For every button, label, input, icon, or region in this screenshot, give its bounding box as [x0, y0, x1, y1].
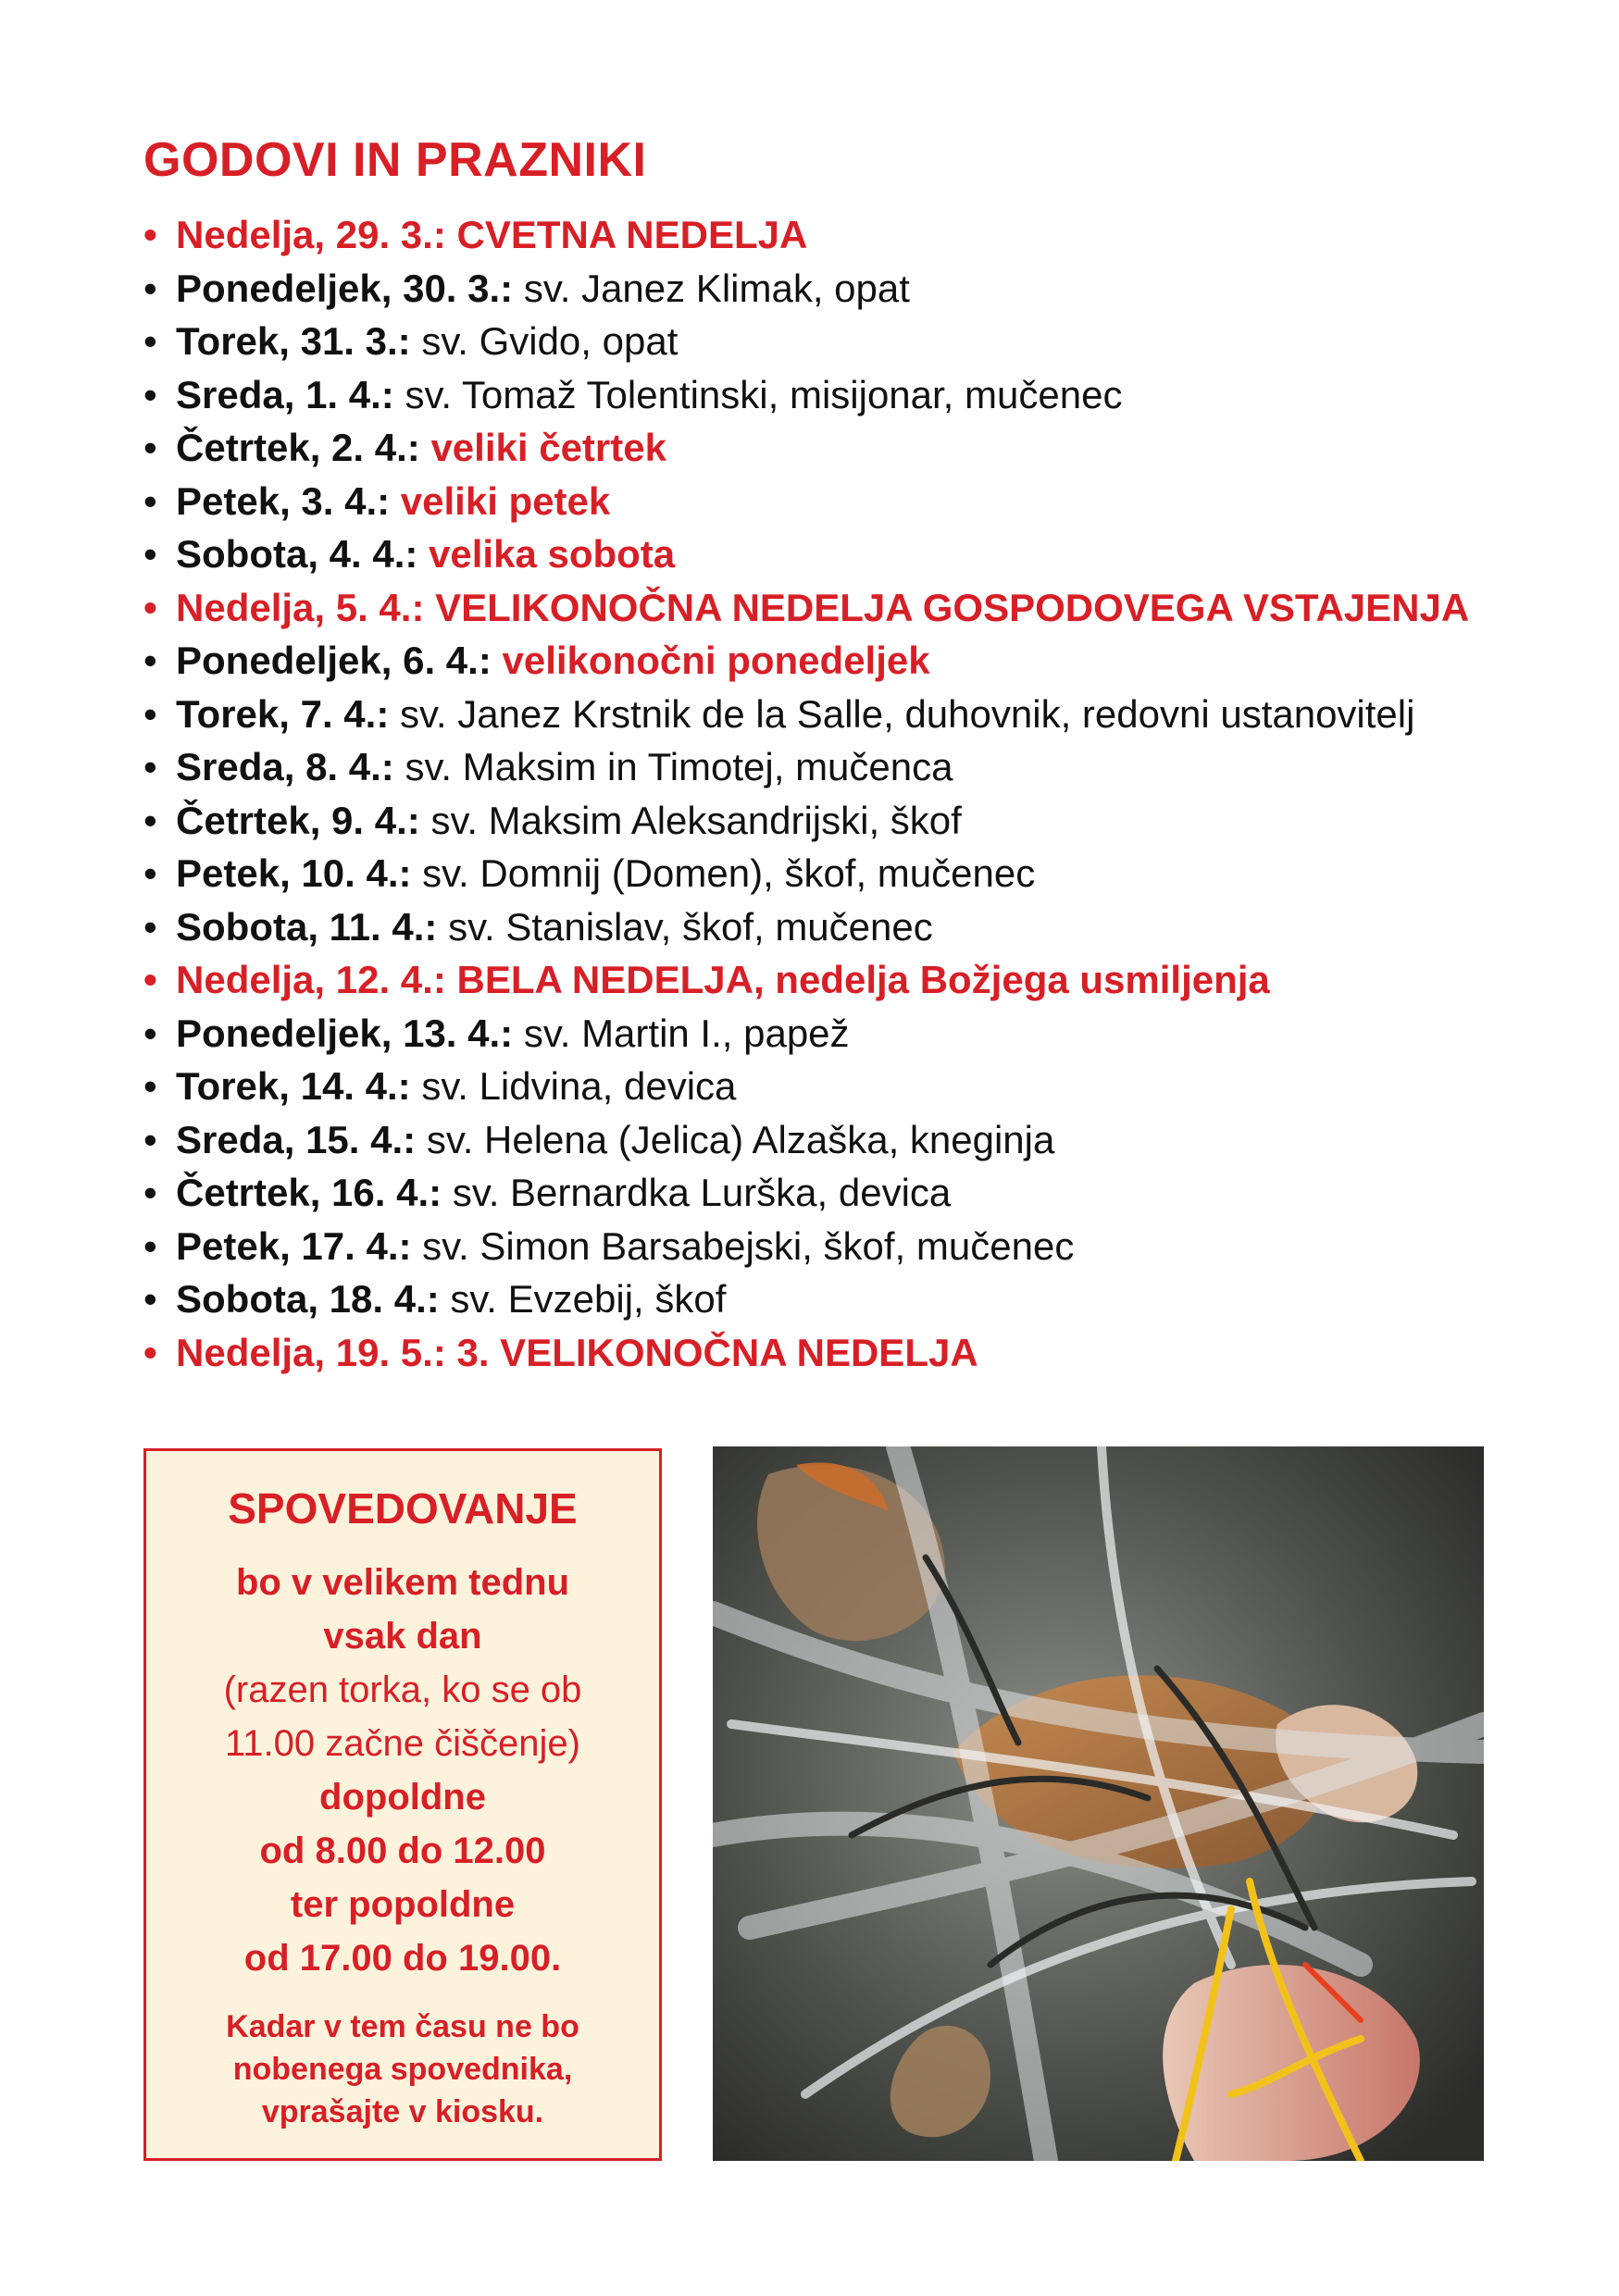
- feast-name: VELIKONOČNA NEDELJA GOSPODOVEGA VSTAJENJA: [435, 585, 1470, 629]
- feast-item: [143, 794, 1588, 848]
- feast-item: [143, 527, 1588, 581]
- feast-name: 3. VELIKONOČNA NEDELJA: [456, 1330, 978, 1374]
- feast-name: sv. Tomaž Tolentinski, misijonar, mučenec: [405, 372, 1123, 416]
- feast-day: Sobota, 11. 4.:: [176, 904, 438, 949]
- feast-day: Četrtek, 2. 4.:: [176, 426, 420, 469]
- bullet-icon: •: [143, 372, 157, 416]
- feast-item: [143, 1007, 1588, 1061]
- painting-image: [713, 1446, 1484, 2161]
- feast-day: Četrtek, 16. 4.:: [176, 1171, 442, 1214]
- feast-day: Ponedeljek, 13. 4.:: [176, 1011, 514, 1055]
- bullet-icon: •: [143, 1117, 157, 1161]
- bullet-icon: •: [143, 1171, 157, 1214]
- bullet-icon: •: [143, 851, 157, 895]
- confession-line: bo v velikem tednu: [235, 1562, 570, 1603]
- feast-day: Torek, 7. 4.:: [176, 691, 390, 736]
- bullet-icon: •: [143, 745, 157, 788]
- confession-note: [146, 2005, 659, 2133]
- feast-day: Četrtek, 9. 4.:: [176, 798, 420, 842]
- feast-name: CVETNA NEDELJA: [456, 213, 808, 256]
- feast-item: [143, 1060, 1588, 1113]
- feast-day: Nedelja, 5. 4.:: [176, 585, 425, 629]
- bullet-icon: •: [143, 904, 157, 949]
- feast-name: sv. Evzebij, škof: [450, 1277, 727, 1321]
- feast-name: sv. Lidvina, devica: [421, 1064, 737, 1108]
- feast-day: Nedelja, 19. 5.:: [176, 1330, 446, 1374]
- feast-day: Sreda, 15. 4.:: [176, 1117, 417, 1161]
- bullet-icon: •: [143, 1330, 157, 1374]
- confession-line: 11.00 začne čiščenje): [225, 1723, 580, 1764]
- feast-item: [143, 1272, 1588, 1326]
- confession-line: vsak dan: [323, 1616, 482, 1657]
- confession-box: [143, 1448, 662, 2161]
- bullet-icon: •: [143, 639, 157, 682]
- feast-name: sv. Stanislav, škof, mučenec: [448, 904, 933, 949]
- feast-item: [143, 581, 1588, 635]
- bullet-icon: •: [143, 426, 157, 469]
- feast-item: [143, 208, 1588, 262]
- feast-day: Sobota, 18. 4.:: [176, 1277, 440, 1321]
- feast-day: Torek, 31. 3.:: [176, 319, 411, 363]
- feast-name: sv. Maksim in Timotej, mučenca: [405, 745, 953, 788]
- feast-day: Sreda, 8. 4.:: [176, 745, 394, 788]
- feast-day: Petek, 17. 4.:: [176, 1223, 412, 1268]
- feast-name: sv. Domnij (Domen), škof, mučenec: [422, 851, 1036, 895]
- bullet-icon: •: [143, 319, 157, 363]
- feast-name: sv. Helena (Jelica) Alzaška, kneginja: [426, 1117, 1055, 1161]
- feast-item: [143, 1166, 1588, 1220]
- feast-item: [143, 475, 1588, 528]
- feast-day: Nedelja, 29. 3.:: [176, 213, 446, 256]
- feast-name: sv. Maksim Aleksandrijski, škof: [430, 798, 962, 842]
- bullet-icon: •: [143, 1064, 157, 1108]
- feast-item: [143, 1113, 1588, 1167]
- feast-item: [143, 847, 1588, 900]
- confession-line: (razen torka, ko se ob: [223, 1669, 582, 1710]
- feast-name: veliki četrtek: [430, 426, 666, 469]
- feast-name: sv. Martin I., papež: [523, 1011, 850, 1055]
- feast-item: [143, 740, 1588, 794]
- feast-name: sv. Simon Barsabejski, škof, mučenec: [422, 1223, 1075, 1268]
- bullet-icon: •: [143, 798, 157, 842]
- feast-name: sv. Janez Klimak, opat: [523, 266, 910, 310]
- feast-day: Sreda, 1. 4.:: [176, 372, 394, 416]
- confession-note-line: nobenega spovednika,: [232, 2052, 573, 2087]
- feast-name: veliki petek: [400, 478, 611, 523]
- feast-item: [143, 634, 1588, 688]
- feast-item: [143, 262, 1588, 316]
- feast-item: [143, 953, 1588, 1007]
- feast-name: sv. Janez Krstnik de la Salle, duhovnik, redovni ustanovitelj: [399, 691, 1415, 736]
- bullet-icon: •: [143, 585, 157, 629]
- bullet-icon: •: [143, 1011, 157, 1055]
- feast-item: [143, 900, 1588, 954]
- feast-list: [143, 208, 1588, 1379]
- bullet-icon: •: [143, 691, 157, 736]
- feast-day: Petek, 3. 4.:: [176, 478, 391, 523]
- feast-item: [143, 688, 1588, 741]
- confession-line: od 17.00 do 19.00.: [243, 1938, 562, 1979]
- feast-item: [143, 315, 1588, 368]
- feast-name: BELA NEDELJA, nedelja Božjega usmiljenja: [456, 958, 1270, 1001]
- confession-line: dopoldne: [319, 1777, 486, 1818]
- bullet-icon: •: [143, 958, 157, 1001]
- confession-line: ter popoldne: [290, 1884, 516, 1925]
- feast-day: Ponedeljek, 6. 4.:: [176, 639, 492, 682]
- feast-day: Torek, 14. 4.:: [176, 1064, 411, 1108]
- feast-day: Nedelja, 12. 4.:: [176, 958, 446, 1001]
- feast-name: sv. Gvido, opat: [421, 319, 679, 363]
- feast-item: [143, 1326, 1588, 1380]
- bullet-icon: •: [143, 1277, 157, 1321]
- bullet-icon: •: [143, 532, 157, 576]
- confession-note-line: Kadar v tem času ne bo: [226, 2009, 579, 2044]
- page-title: GODOVI IN PRAZNIKI: [143, 133, 647, 187]
- feast-day: Sobota, 4. 4.:: [176, 532, 418, 576]
- bullet-icon: •: [143, 266, 157, 310]
- feast-name: velikonočni ponedeljek: [502, 639, 930, 682]
- bullet-icon: •: [143, 478, 157, 523]
- confession-line: od 8.00 do 12.00: [259, 1831, 546, 1871]
- bullet-icon: •: [143, 1223, 157, 1268]
- feast-name: sv. Bernardka Lurška, devica: [452, 1171, 952, 1214]
- feast-item: [143, 368, 1588, 422]
- bullet-icon: •: [143, 213, 157, 256]
- painting-artwork: [713, 1446, 1484, 2161]
- confession-note-line: vprašajte v kiosku.: [261, 2094, 544, 2129]
- feast-day: Petek, 10. 4.:: [176, 851, 412, 895]
- confession-title: SPOVEDOVANJE: [228, 1484, 578, 1533]
- feast-name: velika sobota: [429, 532, 676, 576]
- feast-item: [143, 1220, 1588, 1273]
- feast-item: [143, 421, 1588, 475]
- feast-day: Ponedeljek, 30. 3.:: [176, 266, 514, 310]
